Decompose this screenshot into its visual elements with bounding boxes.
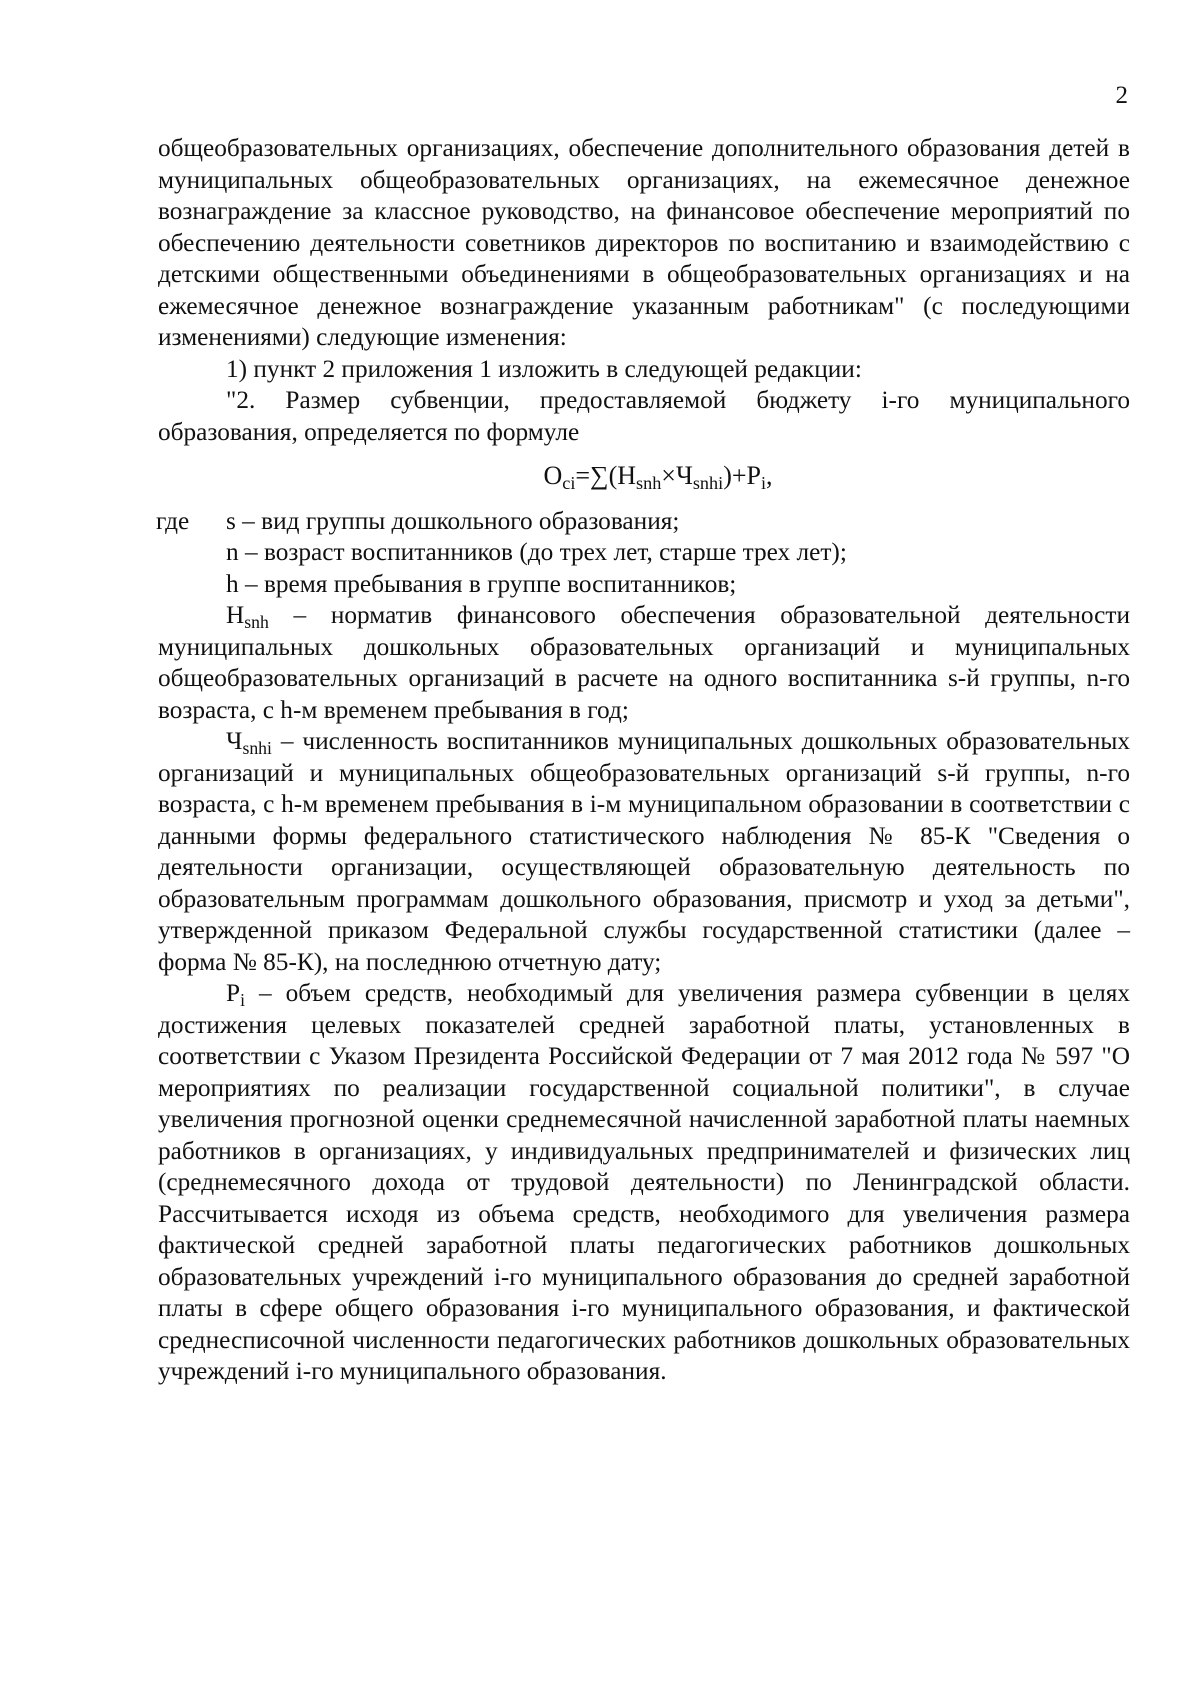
page-number: 2 (1115, 82, 1128, 109)
where-s (158, 506, 1130, 538)
def-ch-symbol: Ч (226, 727, 243, 755)
formula-p-sub: i (760, 473, 767, 494)
def-p (158, 978, 1130, 1388)
formula-h-sub: snh (636, 473, 662, 494)
where-h: h – время пребывания в группе воспитанников; (226, 569, 737, 598)
formula-tail: , (766, 461, 773, 490)
def-h-symbol: Н (226, 601, 245, 629)
def-ch-sub: snhi (242, 737, 272, 758)
item-1: 1) пункт 2 приложения 1 изложить в следующей редакции: (226, 354, 862, 383)
def-p-sub: i (240, 989, 245, 1010)
def-p-symbol: P (226, 979, 241, 1007)
formula-o: O (543, 461, 563, 490)
where-n: n – возраст воспитанников (до трех лет, старше трех лет); (226, 538, 847, 566)
where-s-text: s – вид группы дошкольного образования; (226, 506, 680, 535)
formula-ch-sub: snhi (692, 473, 724, 494)
def-h (158, 600, 1130, 726)
formula-plus: )+P (723, 461, 761, 490)
point-2: "2. Размер субвенции, предоставляемой бюджету i-го муниципального образования, определяется по формуле (158, 386, 1130, 446)
formula (158, 460, 1130, 492)
document-body (158, 133, 1130, 1388)
def-ch-text: – численность воспитанников муниципальных дошкольных образовательных организаций и муниципальных общеобразовательных организаций s-й группы, n-го возраста, с h-м временем пребывания в i-м муниципальном образовании в соответствии с данными формы федерального статистического наблюдения № 85-К "Сведения о деятельности организации, осуществляющей образовательную деятельность по образовательным программам дошкольного образования, присмотр и уход за детьми", утвержденной приказом Федеральной службы государственной статистики (далее – форма № 85-К), на последнюю отчетную дату; (158, 727, 1130, 976)
intro-paragraph: общеобразовательных организациях, обеспечение дополнительного образования детей в муниципальных общеобразовательных организациях, на ежемесячное денежное вознаграждение за классное руководство, на финансовое обеспечение мероприятий по обеспечению деятельности советников директоров по воспитанию и взаимодействию с детскими общественными объединениями в общеобразовательных организациях и на ежемесячное денежное вознаграждение указанным работникам" (с последующими изменениями) следующие изменения: (158, 134, 1130, 351)
def-h-sub: snh (244, 611, 269, 632)
formula-eq-sum: =∑(Н (575, 461, 637, 490)
formula-times: ×Ч (661, 461, 693, 490)
def-ch (158, 726, 1130, 978)
formula-o-sub: ci (562, 473, 576, 494)
def-p-text: – объем средств, необходимый для увеличения размера субвенции в целях достижения целевых показателей средней заработной платы, установленных в соответствии с Указом Президента Российской Федерации от 7 мая 2012 года № 597 "О мероприятиях по реализации государственной социальной политики", в случае увеличения прогнозной оценки среднемесячной начисленной заработной платы наемных работников в организациях, у индивидуальных предпринимателей и физических лиц (среднемесячного дохода от трудовой деятельности) по Ленинградской области. Рассчитывается исходя из объема средств, необходимого для увеличения размера фактической средней заработной платы педагогических работников дошкольных образовательных учреждений i-го муниципального образования до средней заработной платы в сфере общего образования i-го муниципального образования, и фактической среднесписочной численности педагогических работников дошкольных образовательных учреждений i-го муниципального образования. (158, 979, 1130, 1385)
def-h-text: – норматив финансового обеспечения образовательной деятельности муниципальных дошкольных образовательных организаций и муниципальных общеобразовательных организаций в расчете на одного воспитанника s-й группы, n-го возраста, с h-м временем пребывания в год; (158, 601, 1130, 724)
where-word: где (156, 506, 190, 535)
